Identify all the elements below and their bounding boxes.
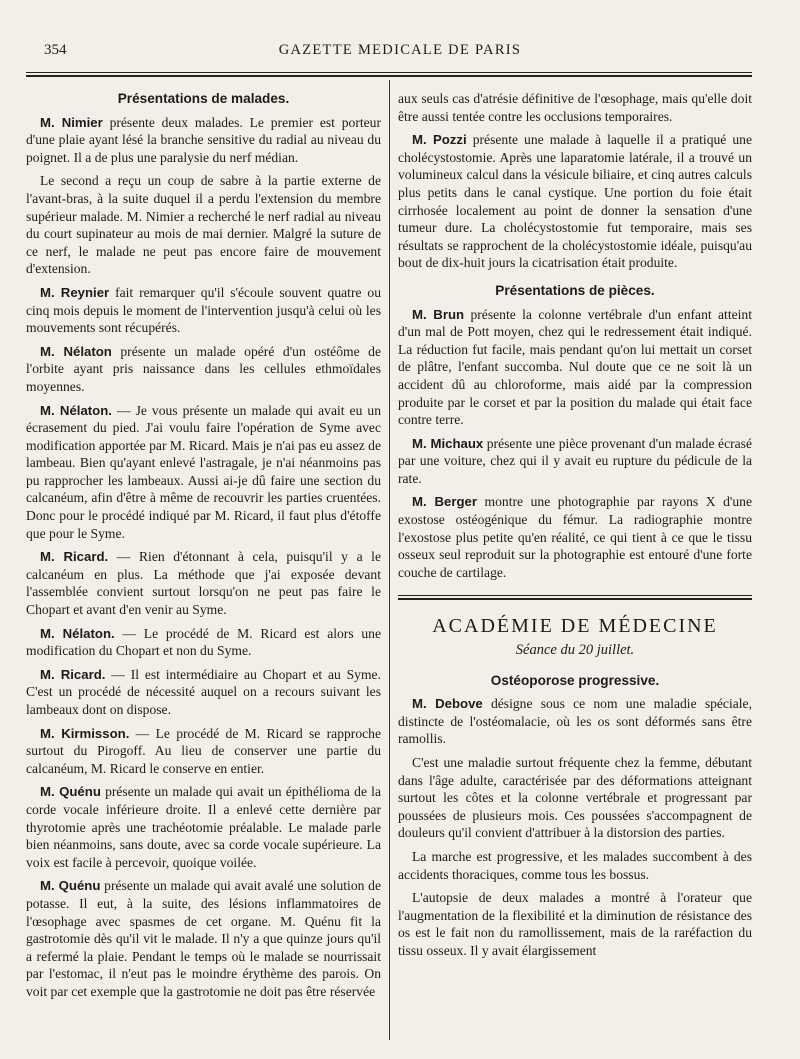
paragraph (398, 131, 752, 272)
paragraph (26, 172, 381, 278)
paragraph-text: présente deux malades. Le premier est porteur d'une plaie ayant lésé la branche sensitive du radial au niveau du poignet. Il a de plus une paralysie du nerf médian. (26, 114, 381, 165)
right-column (398, 90, 752, 966)
paragraph-text: montre une photographie par rayons X d'une exostose ostéogénique du fémur. La radiographie montre l'exostose plus petite qu'en réalité, ce qui tient à ce que le tissu osseux seul reproduit sur la photographie est entouré d'une forte couche de cartilage. (398, 494, 752, 580)
paragraph-text: désigne sous ce nom une maladie spéciale, distincte de l'ostéomalacie, où les os sont déformés sans être ramollis. (398, 696, 752, 747)
paragraph (26, 284, 381, 337)
header-rule (26, 72, 752, 77)
speaker-name: M. Quénu (40, 878, 101, 894)
speaker-name: M. Nélaton. (40, 625, 115, 641)
paragraph (26, 625, 381, 660)
speaker-name: M. Nélaton. (40, 402, 112, 418)
subsection-title: Ostéoporose progressive. (490, 672, 660, 688)
speaker-name: M. Brun (412, 306, 465, 322)
paragraph-text: présente un malade opéré d'un ostéôme de l'orbite ayant pris naissance dans les cellules ethmoïdales moyennes. (26, 343, 381, 394)
right-paragraphs-a (398, 131, 752, 272)
seance-date: Séance du 20 juillet. (515, 642, 635, 659)
right-paragraphs-c (398, 695, 752, 959)
continuation-paragraph: aux seuls cas d'atrésie définitive de l'œsophage, mais qu'elle doit être aussi tentée contre les occlusions temporaires. (398, 91, 752, 124)
paragraph (398, 695, 752, 748)
paragraph (398, 435, 752, 488)
left-column (26, 90, 381, 1007)
column-divider (389, 80, 390, 1040)
section-title-pieces: Présentations de pièces. (495, 282, 655, 298)
paragraph-text: — Le procédé de M. Ricard est alors une modification du Chopart et non du Syme. (26, 625, 381, 659)
paragraph (26, 877, 381, 1000)
speaker-name: M. Ricard. (40, 549, 109, 565)
right-paragraphs-b (398, 306, 752, 582)
paragraph (398, 306, 752, 429)
paragraph (26, 666, 381, 719)
speaker-name: M. Reynier (40, 284, 110, 300)
speaker-name: M. Berger (412, 494, 477, 510)
speaker-name: M. Michaux (412, 435, 484, 451)
paragraph (26, 343, 381, 396)
paragraph-text: C'est une maladie surtout fréquente chez la femme, débutant dans l'âge adulte, caractérisée par des déformations atteignant surtout les côtes et la colonne vertébrale et progressant par poussées de plusieurs mois. Ces poussées s'accompagnent de douleurs qu'il convient d'attribuer à la distorsion des parties. (398, 755, 752, 841)
paragraph-text: présente une pièce provenant d'un malade écrasé par une voiture, chez qui il y avait eu rupture du pédicule de la rate. (398, 435, 752, 486)
academy-title: ACADÉMIE DE MÉDECINE (432, 615, 718, 638)
page-number: 354 (44, 42, 67, 58)
journal-running-head: GAZETTE MEDICALE DE PARIS (278, 42, 522, 58)
paragraph (398, 493, 752, 581)
speaker-name: M. Quénu (40, 784, 101, 800)
paragraph (26, 548, 381, 618)
section-title-malades: Présentations de malades. (117, 91, 290, 106)
paragraph (26, 114, 381, 167)
paragraph-text: La marche est progressive, et les malades succombent à des accidents thoraciques, comme tous les bossus. (398, 848, 752, 882)
left-paragraphs (26, 114, 381, 1001)
paragraph (26, 725, 381, 778)
paragraph (26, 402, 381, 543)
paragraph-text: Le second a reçu un coup de sabre à la partie externe de l'avant-bras, à la suite duquel il a perdu l'extension du membre supérieur malade. M. Nimier a recherché le nerf radial au niveau du court supinateur au mois de mai dernier. Malgré la suture de ce nerf, le malade ne peut pas encore faire de mouvement d'extension. (26, 173, 381, 277)
paragraph-text: — Le procédé de M. Ricard se rapproche surtout du Pirogoff. Au lieu de conserver une partie du calcanéum, M. Ricard le conserve en entier. (26, 725, 381, 776)
paragraph-text: L'autopsie de deux malades a montré à l'orateur que l'augmentation de la flexibilité et la diminution de résistance des os est le fait non du ramollissement, mais de la raréfaction du tissu osseux. Il y avait élargissement (398, 890, 752, 958)
speaker-name: M. Nimier (40, 114, 103, 130)
paragraph-text: — Rien d'étonnant à cela, puisqu'il y a le calcanéum en plus. La méthode que j'ai exposée devant l'assemblée convient surtout lorsqu'on ne peut pas faire le Chopart et avant d'en venir au Syme. (26, 549, 381, 618)
paragraph (398, 848, 752, 883)
paragraph (26, 783, 381, 871)
paragraph-text: présente un malade qui avait avalé une solution de potasse. Il eut, à la suite, des lésions inflammatoires de l'œsophage avec spasmes de cet organe. M. Quénu fit la gastrotomie dès qu'il vit le malade. Il n'y a que quinze jours qu'il a refermé la plaie. Pendant le temps où le malade se nourrissait par l'estomac, il n'eut pas le moindre érythème des parois. On voit par cet exemple que la gastrotomie ne doit pas être réservée (26, 878, 381, 999)
speaker-name: M. Pozzi (412, 132, 467, 148)
paragraph-text: présente une malade à laquelle il a pratiqué une cholécystostomie. Après une laparatomie latérale, il a trouvé un volumineux calcul dans la vésicule biliaire, et cinq autres calculs plus petits dans le canal cystique. Une portion du foie était cirrhosée localement au point de donner la sensation d'une tumeur dure. La cholécystostomie fut temporaire, mais ses résultats se rapprochent de la cholécystostomie idéale, puisqu'au bout de dix-huit jours la cicatrisation était produite. (398, 132, 752, 271)
paragraph-text: présente la colonne vertébrale d'un enfant atteint d'un mal de Pott moyen, chez qui le redressement était indiqué. La réduction fut facile, mais pendant qu'on lui mettait un corset de plâtre, l'enfant succomba. Nul doute que ce ne soit là un accident dû au chloroforme, mais aidé par la compression produite par le corset et par la position du malade qui était face contre terre. (398, 306, 752, 428)
paragraph-text: présente un malade qui avait un épithélioma de la corde vocale inférieure droite. Il a enlevé cette dernière par thyrotomie après une trachéotomie préalable. Le malade parle bien néanmoins, sans doute, avec sa corde vocale supérieure. La voix est facile à percevoir, quoique voilée. (26, 784, 381, 870)
speaker-name: M. Debove (412, 696, 483, 712)
paragraph (398, 754, 752, 842)
academy-rule (398, 595, 752, 600)
paragraph (398, 889, 752, 959)
speaker-name: M. Ricard. (40, 666, 106, 682)
paragraph-text: — Il est intermédiaire au Chopart et au Syme. C'est un procédé de nécessité auquel on a recours suivant les lambeaux dont on dispose. (26, 666, 381, 717)
speaker-name: M. Kirmisson. (40, 725, 130, 741)
paragraph-text: — Je vous présente un malade qui avait eu un écrasement du pied. J'ai voulu faire l'opération de Syme avec modification apportée par M. Ricard. Mais je n'ai pas eu assez de lambeau. Bien qu'ayant enlevé l'astragale, je n'ai néanmoins pas pu rapprocher les lambeaux. Aussi ai-je dû faire une section du calcanéum, afin d'être à même de recouvrir les parties cruentées. Donc pour le procédé indiqué par M. Ricard, il faut plus d'étoffe que pour le Syme. (26, 402, 381, 541)
paragraph-text: fait remarquer qu'il s'écoule souvent quatre ou cinq mois depuis le moment de l'intervention jusqu'à celui où les mouvements sont récupérés. (26, 284, 381, 336)
speaker-name: M. Nélaton (40, 343, 112, 359)
